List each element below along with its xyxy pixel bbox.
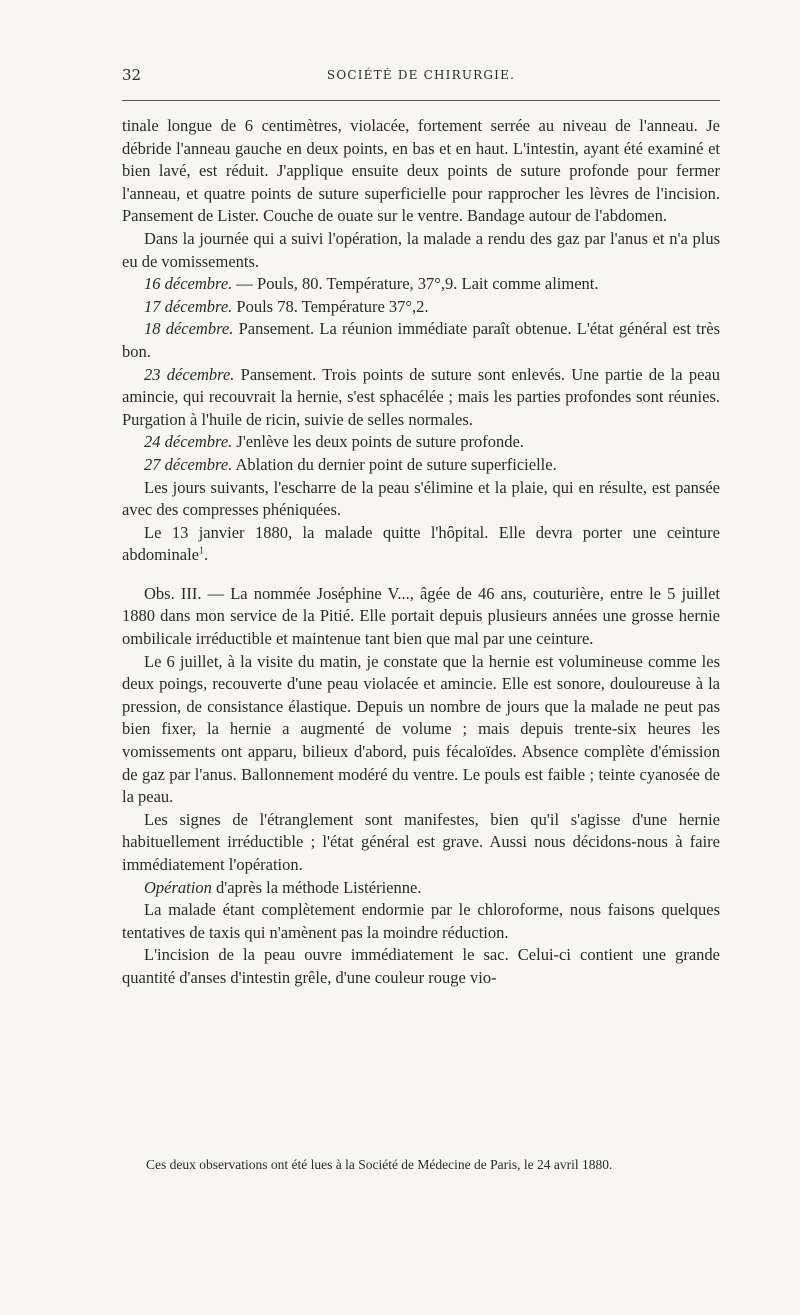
page-header xyxy=(122,66,720,92)
paragraph xyxy=(122,364,720,432)
paragraph-text: J'enlève les deux points de suture profonde. xyxy=(232,432,524,452)
date-label: 16 décembre. xyxy=(144,274,233,294)
paragraph xyxy=(122,877,720,900)
page-number: 32 xyxy=(122,66,142,84)
running-head: SOCIÉTÉ DE CHIRURGIE. xyxy=(326,68,516,82)
observation-heading-paragraph: Obs. III. — La nommée Joséphine V..., âgée de 46 ans, couturière, entre le 5 juillet 1880 dans mon service de la Pitié. Elle portait depuis plusieurs années une grosse hernie ombilicale irréductible et maintenue tant bien que mal par une ceinture. xyxy=(122,583,720,649)
footnote-mark: 1 xyxy=(198,545,204,557)
paragraph xyxy=(122,431,720,454)
paragraph xyxy=(122,454,720,477)
paragraph: La malade étant complètement endormie par le chloroforme, nous faisons quelques tentatives de taxis qui n'amènent pas la moindre réduction. xyxy=(122,900,720,942)
paragraph xyxy=(122,522,720,567)
paragraph-text: Ablation du dernier point de suture superficielle. xyxy=(232,454,557,474)
paragraph-text: Pansement. Trois points de suture sont enlevés. Une partie de la peau amincie, qui recouvrait la hernie, s'est sphacélée ; mais les parties profondes sont réunies. Purgation à l'huile de ricin, suivie de selles normales. xyxy=(122,364,720,429)
paragraph xyxy=(122,273,720,296)
date-label: 17 décembre. xyxy=(144,296,233,316)
date-label: 24 décembre. xyxy=(144,432,233,452)
paragraph: L'incision de la peau ouvre immédiatement le sac. Celui-ci contient une grande quantité d'anses d'intestin grêle, d'une couleur rouge vio- xyxy=(122,945,720,987)
paragraph: tinale longue de 6 centimètres, violacée, fortement serrée au niveau de l'anneau. Je débride l'anneau gauche en deux points, en bas et en haut. L'intestin, ayant été examiné et bien lavé, est réduit. J'applique ensuite deux points de suture profonde pour fermer l'anneau, et quatre points de suture superficielle pour rapprocher les lèvres de l'incision. Pansement de Lister. Couche de ouate sur le ventre. Bandage autour de l'abdomen. xyxy=(122,116,720,226)
paragraph xyxy=(122,318,720,363)
paragraph-text: — Pouls, 80. Température, 37°,9. Lait comme aliment. xyxy=(232,274,599,294)
date-label: 23 décembre. xyxy=(144,364,235,384)
paragraph-text: Pansement. La réunion immédiate paraît obtenue. L'état général est très bon. xyxy=(122,319,720,361)
paragraph: Les jours suivants, l'escharre de la peau s'élimine et la plaie, qui en résulte, est pansée avec des compresses phéniquées. xyxy=(122,477,720,520)
paragraph-text: d'après la méthode Listérienne. xyxy=(211,877,422,897)
paragraph: Le 6 juillet, à la visite du matin, je constate que la hernie est volumineuse comme les deux poings, recouverte d'une peau violacée et amincie. Elle est sonore, douloureuse à la pression, de consistance élastique. Depuis un nombre de jours que la malade ne peut pas bien fixer, la hernie a augmenté de volume ; mais depuis trente-six heures les vomissements ont apparu, bilieux d'abord, puis fécaloïdes. Absence complète d'émission de gaz par l'anus. Ballonnement modéré du ventre. Le pouls est faible ; teinte cyanosée de la peau. xyxy=(122,651,720,807)
paragraph-text: Pouls 78. Température 37°,2. xyxy=(232,296,429,316)
paragraph-text: Le 13 janvier 1880, la malade quitte l'hôpital. Elle devra porter une ceinture abdominale xyxy=(122,522,720,565)
paragraph-tail: . xyxy=(203,545,209,565)
header-rule xyxy=(122,100,720,101)
body-text xyxy=(122,115,720,990)
date-label: 18 décembre. xyxy=(144,319,234,339)
date-label: 27 décembre. xyxy=(144,454,233,474)
operation-label: Opération xyxy=(144,877,212,897)
footnote: Ces deux observations ont été lues à la Société de Médecine de Paris, le 24 avril 1880. xyxy=(146,1157,613,1172)
paragraph: Les signes de l'étranglement sont manifestes, bien qu'il s'agisse d'une hernie habituellement irréductible ; l'état général est grave. Aussi nous décidons-nous à faire immédiatement l'opération. xyxy=(122,809,720,874)
paragraph: Dans la journée qui a suivi l'opération, la malade a rendu des gaz par l'anus et n'a plus eu de vomissements. xyxy=(122,228,720,271)
paragraph xyxy=(122,296,720,319)
